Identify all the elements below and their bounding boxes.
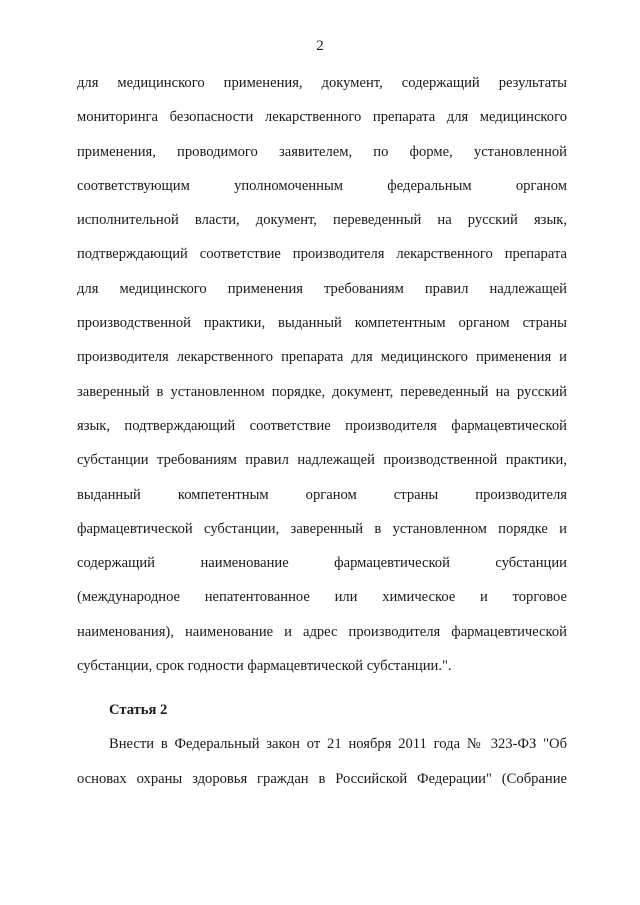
text-line: производственной практики, выданный компетентным органом страны [77,315,567,332]
text-line: Внести в Федеральный закон от 21 ноября 2011 года № 323-ФЗ "Об [109,736,567,753]
text-line: соответствующим уполномоченным федеральным органом [77,177,567,194]
text-line: производителя лекарственного препарата для медицинского применения и [77,349,567,366]
text-line: для медицинского применения требованиям правил надлежащей [77,280,567,297]
text-line: содержащий наименование фармацевтической субстанции [77,555,567,572]
text-line: язык, подтверждающий соответствие производителя фармацевтической [77,417,567,434]
text-line: применения, проводимого заявителем, по форме, установленной [77,143,567,160]
text-line: фармацевтической субстанции, заверенный в установленном порядке и [77,520,567,537]
text-line: заверенный в установленном порядке, документ, переведенный на русский [77,383,567,400]
article-paragraph [77,734,567,803]
text-line: наименования), наименование и адрес производителя фармацевтической [77,623,567,640]
text-line: для медицинского применения, документ, содержащий результаты [77,75,567,91]
page-number: 2 [316,38,324,54]
text-line: мониторинга безопасности лекарственного препарата для медицинского [77,109,567,126]
text-line: исполнительной власти, документ, переведенный на русский язык, [77,212,567,229]
text-line: выданный компетентным органом страны производителя [77,486,567,503]
article-heading: Статья 2 [109,702,168,719]
document-body [77,73,567,803]
text-line: (международное непатентованное или химическое и торговое [77,589,567,606]
text-line: субстанции требованиям правил надлежащей производственной практики, [77,452,567,469]
paragraph-continuation [77,73,567,690]
text-line: подтверждающий соответствие производителя лекарственного препарата [77,246,567,263]
text-line: основах охраны здоровья граждан в Российской Федерации" (Собрание [77,770,567,787]
text-line: субстанции, срок годности фармацевтической субстанции.". [77,658,452,675]
